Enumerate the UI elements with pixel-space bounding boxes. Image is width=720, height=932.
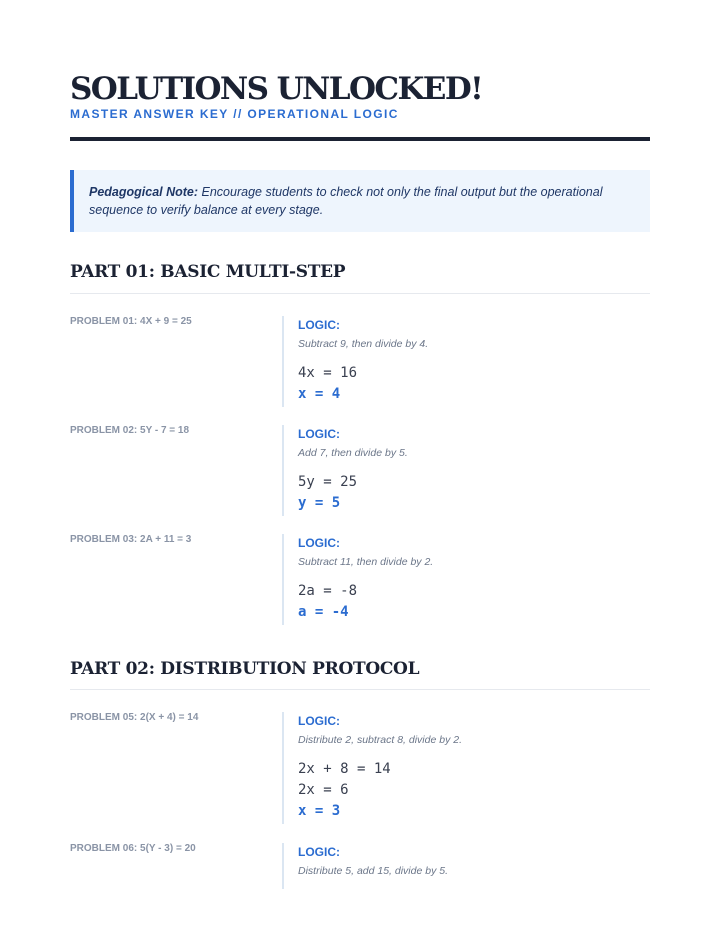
problem-label: PROBLEM 02: 5Y - 7 = 18 [70,425,190,436]
pedagogical-note [70,170,650,232]
solution-steps [298,581,622,625]
logic-text: Subtract 11, then divide by 2. [298,556,434,568]
page-subtitle: MASTER ANSWER KEY // OPERATIONAL LOGIC [70,107,399,121]
section-divider [70,689,650,690]
solution-steps [298,759,622,824]
solution-step: 5y = 25 [298,474,358,490]
title-divider [70,137,650,141]
logic-text: Add 7, then divide by 5. [298,447,408,459]
solution-steps [298,472,622,516]
note-text: Encourage students to check not only the final output but the operational sequence to verify balance at every stage. [89,185,603,217]
logic-label: LOGIC: [298,536,340,550]
solution-step: 2x + 8 = 14 [298,761,391,777]
final-answer: x = 3 [298,803,341,819]
solution-step: 2a = -8 [298,583,358,599]
logic-text: Subtract 9, then divide by 4. [298,338,429,350]
problem-label: PROBLEM 01: 4X + 9 = 25 [70,316,192,327]
problem-label: PROBLEM 06: 5(Y - 3) = 20 [70,843,196,854]
final-answer: a = -4 [298,604,349,620]
section-title-part-01: PART 01: BASIC MULTI-STEP [70,262,346,282]
logic-label: LOGIC: [298,714,340,728]
final-answer: y = 5 [298,495,341,511]
problem-label: PROBLEM 05: 2(X + 4) = 14 [70,712,199,723]
problem-label: PROBLEM 03: 2A + 11 = 3 [70,534,192,545]
solution-steps [298,363,622,407]
logic-label: LOGIC: [298,427,340,441]
final-answer: x = 4 [298,386,341,402]
solution-block [282,843,622,889]
section-title-part-02: PART 02: DISTRIBUTION PROTOCOL [70,659,420,679]
solution-step: 2x = 6 [298,782,349,798]
logic-label: LOGIC: [298,318,340,332]
solution-block [282,534,622,625]
logic-text: Distribute 5, add 15, divide by 5. [298,865,449,877]
page-title: SOLUTIONS UNLOCKED! [70,71,483,107]
solution-step: 4x = 16 [298,365,358,381]
logic-text: Distribute 2, subtract 8, divide by 2. [298,734,462,746]
logic-label: LOGIC: [298,845,340,859]
solution-block [282,712,622,824]
solution-block [282,425,622,516]
note-label: Pedagogical Note: [89,185,199,199]
section-divider [70,293,650,294]
solution-block [282,316,622,407]
